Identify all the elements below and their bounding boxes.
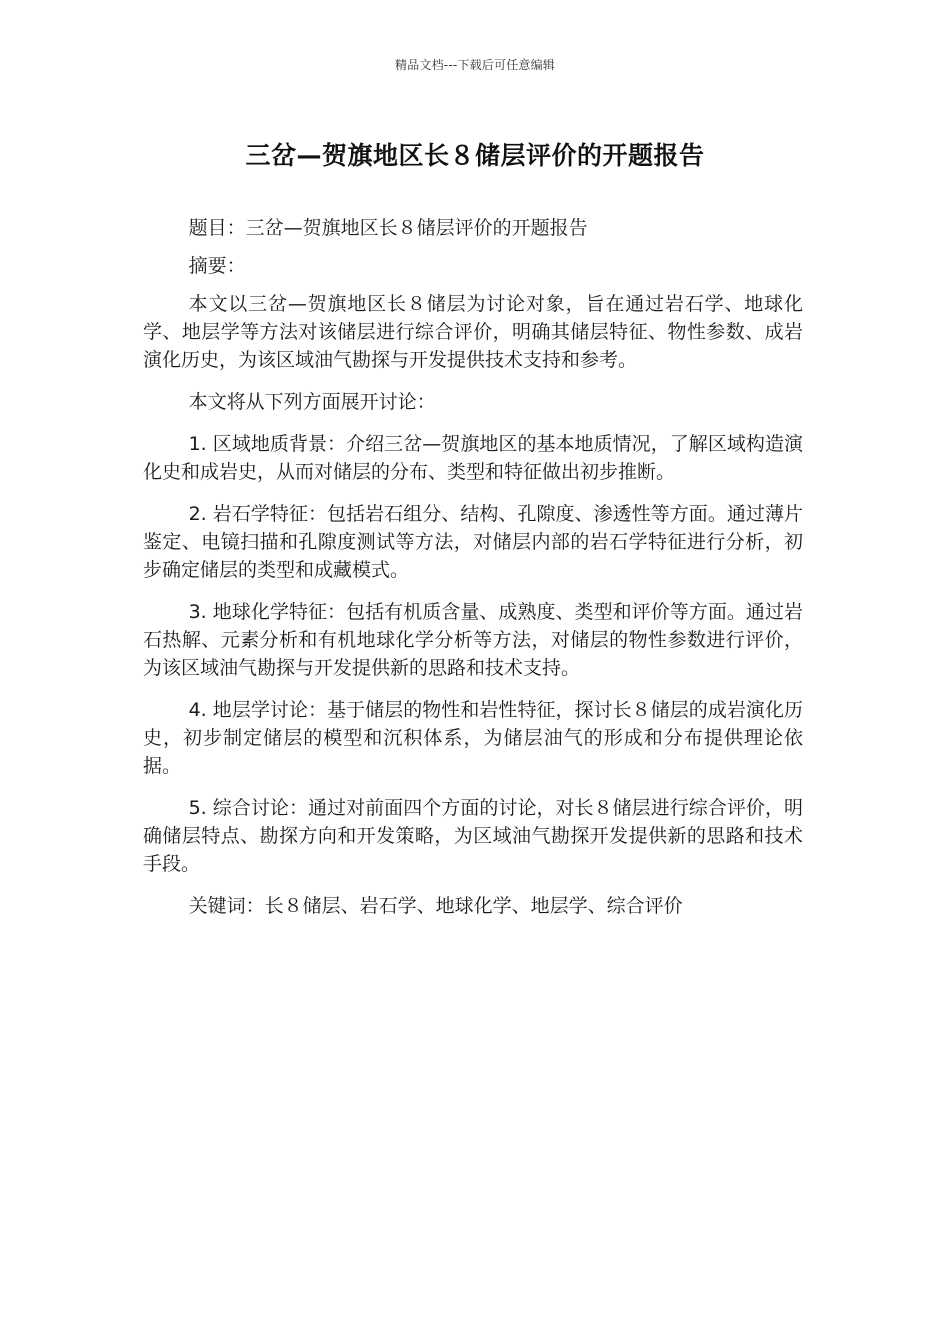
paragraph-abstract: 本文以三岔—贺旗地区长８储层为讨论对象，旨在通过岩石学、地球化学、地层学等方法对该储层进行综合评价，明确其储层特征、物性参数、成岩演化历史，为该区域油气勘探与开发提供技术支持和参考。	[143, 293, 803, 371]
paragraph-topic: 题目：三岔—贺旗地区长８储层评价的开题报告	[188, 217, 588, 239]
paragraph-item-2: 2. 岩石学特征：包括岩石组分、结构、孔隙度、渗透性等方面。通过薄片鉴定、电镜扫描和孔隙度测试等方法，对储层内部的岩石学特征进行分析，初步确定储层的类型和成藏模式。	[143, 503, 803, 581]
paragraph-keywords: 关键词：长８储层、岩石学、地球化学、地层学、综合评价	[188, 895, 683, 917]
document-title: 三岔—贺旗地区长８储层评价的开题报告	[245, 141, 705, 170]
paragraph-item-3: 3. 地球化学特征：包括有机质含量、成熟度、类型和评价等方面。通过岩石热解、元素分析和有机地球化学分析等方法，对储层的物性参数进行评价，为该区域油气勘探与开发提供新的思路和技术支持。	[143, 601, 803, 679]
paragraph-intro: 本文将从下列方面展开讨论：	[188, 391, 436, 413]
paragraph-item-4: 4. 地层学讨论：基于储层的物性和岩性特征，探讨长８储层的成岩演化历史，初步制定储层的模型和沉积体系，为储层油气的形成和分布提供理论依据。	[143, 699, 803, 777]
paragraph-item-1: 1. 区域地质背景：介绍三岔—贺旗地区的基本地质情况，了解区域构造演化史和成岩史，从而对储层的分布、类型和特征做出初步推断。	[143, 433, 803, 483]
header-note: 精品文档---下载后可任意编辑	[395, 58, 555, 72]
paragraph-item-5: 5. 综合讨论：通过对前面四个方面的讨论，对长８储层进行综合评价，明确储层特点、勘探方向和开发策略，为区域油气勘探开发提供新的思路和技术手段。	[143, 797, 803, 875]
document-body	[143, 214, 803, 930]
paragraph-abstract-label: 摘要：	[188, 255, 246, 277]
